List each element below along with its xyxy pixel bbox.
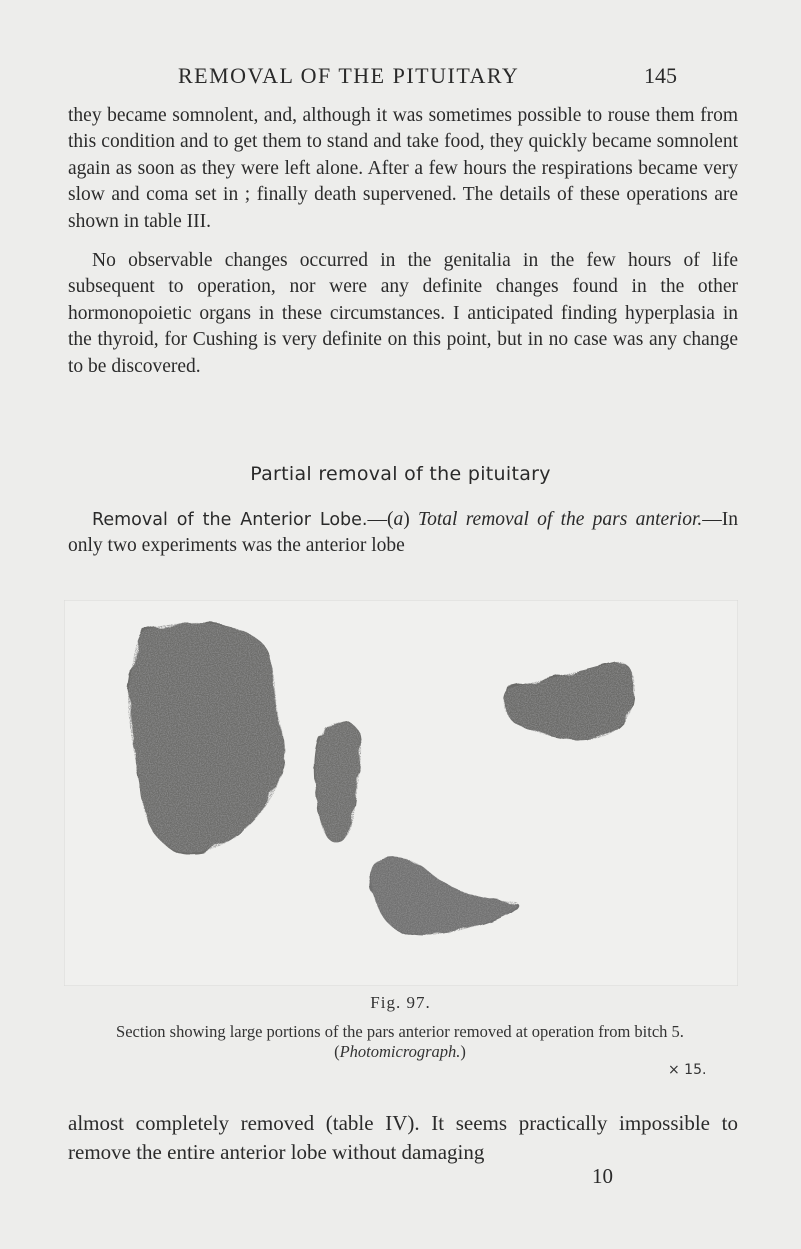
item-open: ( <box>387 509 394 530</box>
magnification: × 15. <box>668 1062 707 1078</box>
caption-note: Photomicrograph. <box>339 1042 461 1061</box>
item-close: ) <box>403 509 410 530</box>
subsection-heading: Removal of the Anterior Lobe. <box>92 510 368 530</box>
paragraph: they became somnolent, and, although it was sometimes possible to rouse them from this condition and to get them to stand and take food, they quickly became somnolent again as soon as they were left alone. After a few hours the respirations became very slow and coma set in ; finally death supervened. The details of these operations are shown in table III. <box>68 105 738 232</box>
photomicrograph-figure <box>64 600 738 986</box>
running-head <box>0 63 801 93</box>
caption-close: ) <box>460 1042 466 1061</box>
em-dash: — <box>367 509 387 530</box>
paragraph: No observable changes occurred in the genitalia in the few hours of life subsequent to operation, nor were any definite changes found in the other hormonopoietic organs in these circumstances. I anticipated finding hyperplasia in the thyroid, for Cushing is very definite on this point, but in no case was any change to be discovered. <box>68 250 738 377</box>
removal-body: —In only two experiments was the anterior lobe <box>68 509 738 557</box>
photomicrograph-image <box>64 600 738 986</box>
item-letter: a <box>393 509 404 530</box>
running-title: REMOVAL OF THE PITUITARY <box>178 63 520 88</box>
section-heading: Partial removal of the pituitary <box>250 463 551 485</box>
signature-mark: 10 <box>592 1164 613 1188</box>
item-title: Total removal of the pars anterior. <box>418 509 703 530</box>
caption-text: Section showing large portions of the pars anterior removed at operation from bitch 5. <box>116 1022 684 1041</box>
page-number: 145 <box>644 63 677 88</box>
paragraph: almost completely removed (table IV). It seems practically impossible to remove the entire anterior lobe without damaging <box>68 1111 738 1164</box>
figure-caption <box>90 1022 710 1062</box>
caption-open: ( <box>334 1042 340 1061</box>
removal-paragraph <box>68 507 738 560</box>
figure-label: Fig. 97. <box>370 993 431 1012</box>
